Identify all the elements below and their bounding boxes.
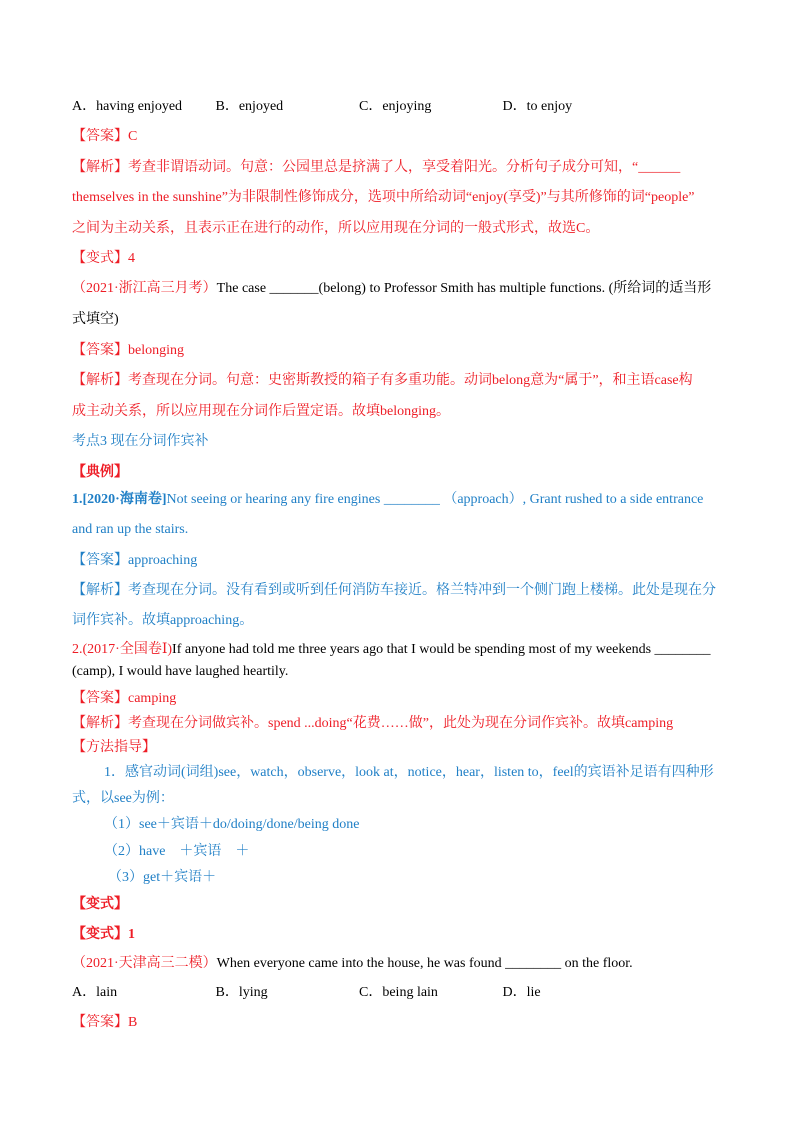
analysis-line: 【解析】考查现在分词。句意：史密斯教授的箱子有多重功能。动词belong意为“属于”，和主语case构	[72, 373, 693, 388]
example-question-line	[72, 490, 728, 510]
analysis-line: 成主动关系，所以应用现在分词作后置定语。故填belonging。	[72, 404, 450, 419]
analysis-line: themselves in the sunshine”为非限制性修饰成分，选项中所给动词“enjoy(享受)”与其所修饰的词“people”	[72, 190, 695, 205]
question-text: Not seeing or hearing any fire engines ________ （approach）, Grant rushed to a side entrance	[166, 492, 704, 507]
method-label: 【方法指导】	[72, 740, 156, 755]
option-b: B．lying	[215, 985, 268, 1000]
question-line: (camp), I would have laughed heartily.	[72, 664, 289, 679]
analysis-line: 之间为主动关系，且表示正在进行的动作，所以应用现在分词的一般式形式，故选C。	[72, 221, 600, 236]
option-b: B．enjoyed	[215, 99, 284, 114]
question-line	[72, 640, 728, 660]
option-d: D．lie	[502, 985, 541, 1000]
option-c: C．being lain	[359, 985, 438, 1000]
option-d: D．to enjoy	[502, 99, 573, 114]
variant-label: 【变式】1	[72, 927, 135, 942]
analysis-line: 词作宾补。故填approaching。	[72, 613, 254, 628]
method-line: （1）see＋宾语＋do/doing/done/being done	[104, 817, 360, 832]
question-line: 式填空)	[72, 312, 119, 327]
variant-label: 【变式】	[72, 897, 128, 912]
source-tag: （2021·天津高三二模）	[72, 956, 217, 971]
question-line	[72, 954, 728, 974]
source-tag: （2021·浙江高三月考）	[72, 281, 217, 296]
option-a: A．having enjoyed	[72, 99, 183, 114]
source-tag: 2.(2017·全国卷Ⅰ)	[72, 642, 173, 657]
method-line: （3）get＋宾语＋	[108, 870, 217, 885]
option-c: C．enjoying	[359, 99, 432, 114]
question-text: If anyone had told me three years ago that I would be spending most of my weekends ________	[172, 642, 711, 657]
method-line: 1．感官动词(词组)see，watch，observe，look at，notice，hear，listen to，feel的宾语补足语有四种形	[104, 765, 714, 780]
question-text: The case _______(belong) to Professor Smith has multiple functions. (所给词的适当形	[216, 281, 712, 296]
source-tag: 1.[2020·海南卷]	[72, 492, 167, 507]
analysis-line: 【解析】考查现在分词做宾补。spend ...doing“花费……做”，此处为现在分词作宾补。故填camping	[72, 716, 674, 731]
analysis-line: 【解析】考查现在分词。没有看到或听到任何消防车接近。格兰特冲到一个侧门跑上楼梯。此处是现在分	[72, 583, 716, 598]
example-label: 【典例】	[72, 465, 128, 480]
option-a: A．lain	[72, 985, 118, 1000]
answer-label: 【答案】approaching	[72, 553, 198, 568]
options-row-2	[72, 983, 728, 1003]
answer-label: 【答案】C	[72, 129, 138, 144]
question-line	[72, 279, 728, 299]
question-text: When everyone came into the house, he was found ________ on the floor.	[216, 956, 633, 971]
options-row-1	[72, 97, 728, 117]
method-line: （2）have ＋宾语 ＋	[104, 844, 250, 859]
method-line: 式，以see为例：	[72, 791, 174, 806]
answer-label: 【答案】B	[72, 1015, 138, 1030]
analysis-line: 【解析】考查非谓语动词。句意：公园里总是挤满了人，享受着阳光。分析句子成分可知，“______	[72, 160, 681, 175]
answer-label: 【答案】belonging	[72, 343, 184, 358]
answer-label: 【答案】camping	[72, 691, 177, 706]
section-heading: 考点3 现在分词作宾补	[72, 434, 209, 449]
variant-label: 【变式】4	[72, 251, 135, 266]
example-question-line: and ran up the stairs.	[72, 522, 189, 537]
